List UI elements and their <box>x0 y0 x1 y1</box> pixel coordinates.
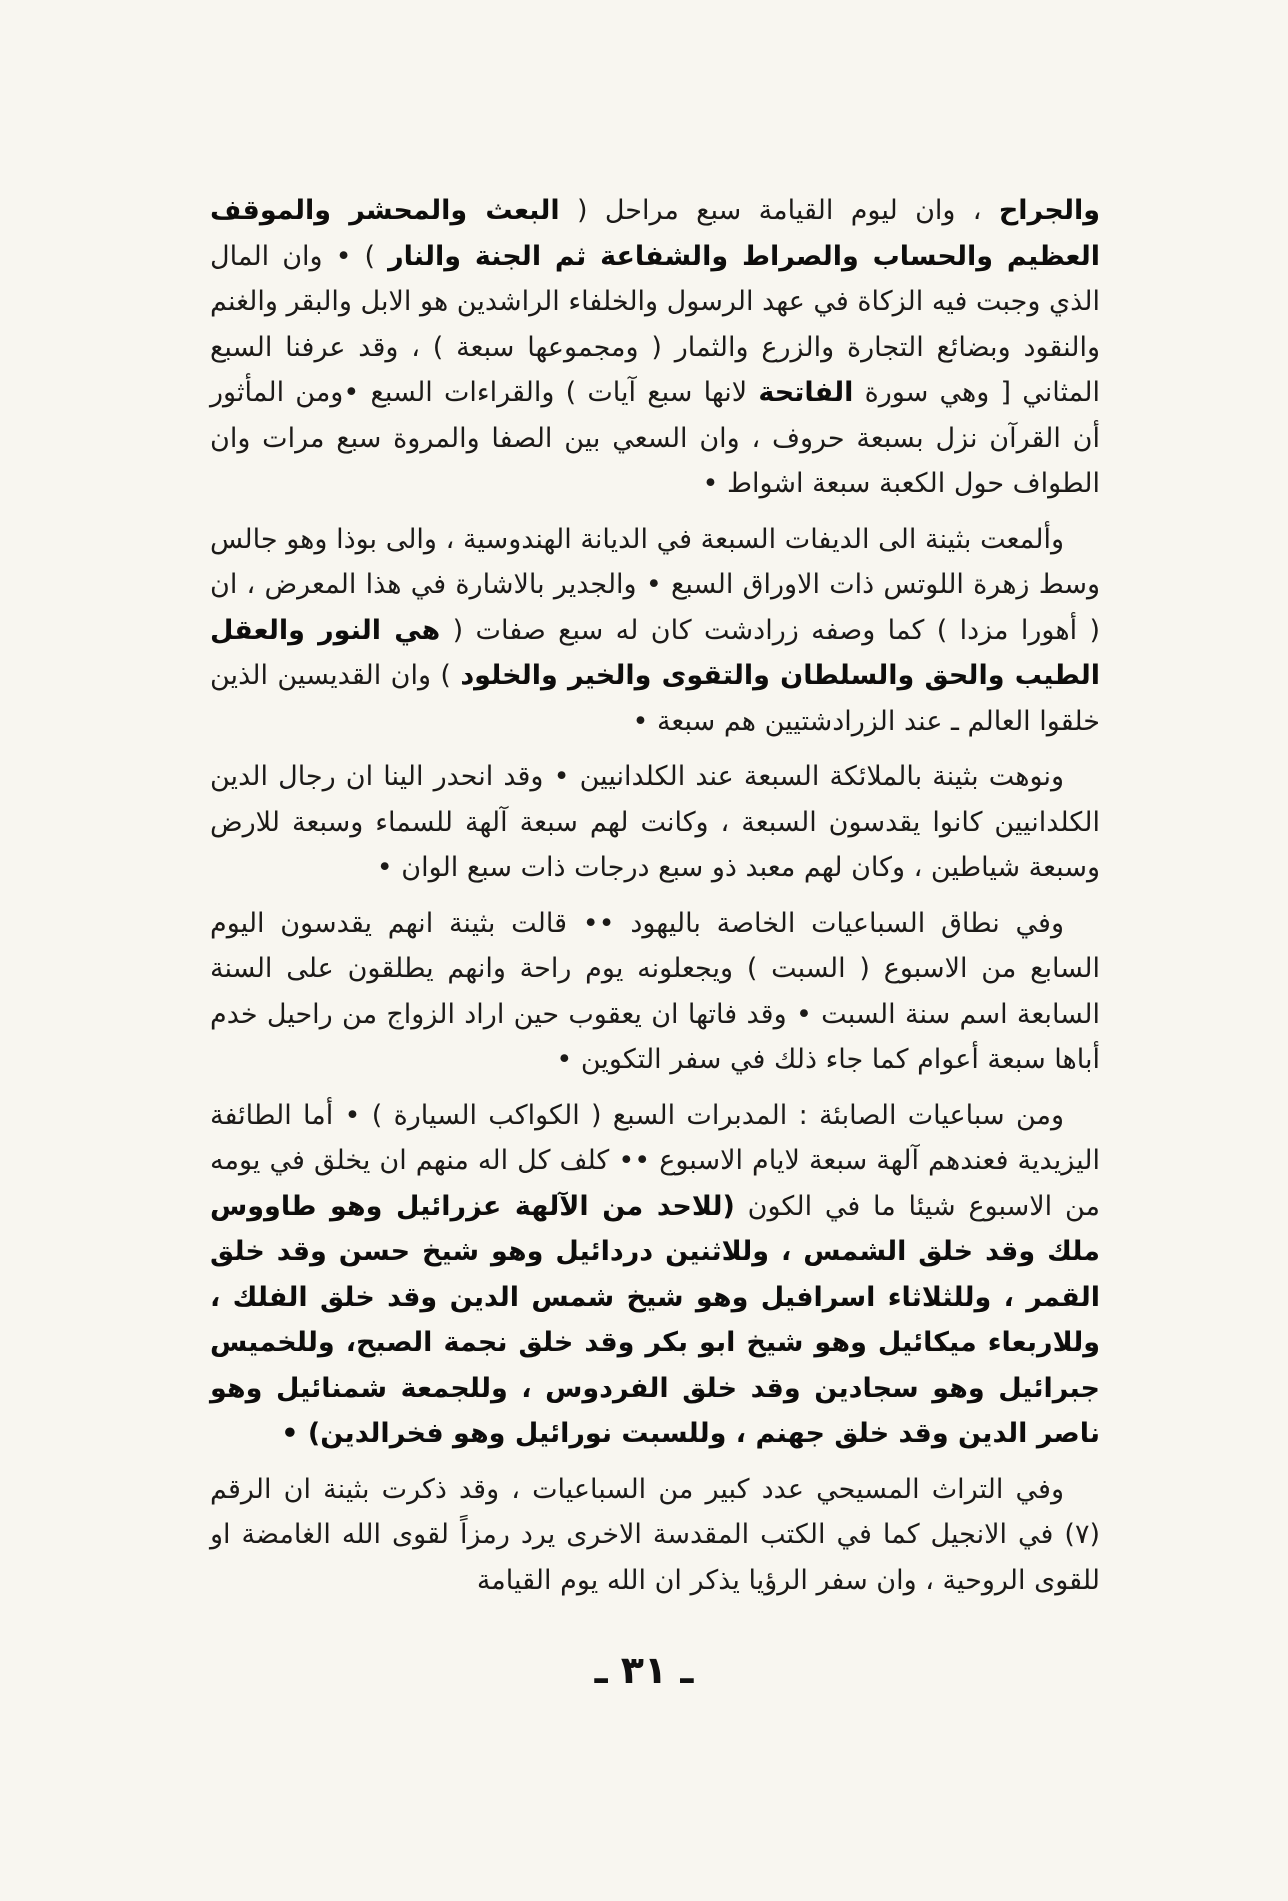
paragraph <box>210 188 1100 507</box>
bold-text-segment: والجراح <box>998 195 1100 226</box>
paragraph <box>210 517 1100 745</box>
text-segment: ونوهت بثينة بالملائكة السبعة عند الكلدانيين • وقد انحدر الينا ان رجال الدين الكلدانيين كانوا يقدسون السبعة ، وكانت لهم سبعة آلهة للسماء وسبعة للارض وسبعة شياطين ، وكان لهم معبد ذو سبع درجات ذات سبع الوان • <box>210 761 1100 883</box>
paragraph <box>210 1467 1100 1604</box>
paragraph <box>210 901 1100 1083</box>
bold-text-segment: الفاتحة <box>758 377 854 408</box>
text-segment: ) • وان المال الذي وجبت فيه الزكاة في عهد الرسول والخلفاء الراشدين هو الابل والبقر والغنم والنقود وبضائع التجارة والزرع والثمار ( ومجموعها سبعة ) ، وقد عرفنا السبع المثاني [ وهي سورة <box>210 240 1100 408</box>
bold-text-segment: (للاحد من الآلهة عزرائيل وهو طاووس ملك وقد خلق الشمس ، وللاثنين دردائيل وهو شيخ حسن وقد خلق القمر ، وللثلاثاء اسرافيل وهو شيخ شمس الدين وقد خلق الفلك ، وللاربعاء ميكائيل وهو شيخ ابو بكر وقد خلق نجمة الصبح، وللخميس جبرائيل وهو سجادين وقد خلق الفردوس ، وللجمعة شمنائيل وهو ناصر الدين وقد خلق جهنم ، وللسبت نورائيل وهو فخرالدين) • <box>210 1190 1100 1449</box>
bold-text-segment: البعث والمحشر والموقف العظيم والحساب والصراط والشفاعة ثم الجنة والنار <box>210 195 1101 272</box>
text-segment: ) وان القديسين الذين خلقوا العالم ـ عند الزرادشتيين هم سبعة • <box>210 660 1100 737</box>
bold-text-segment: هي النور والعقل الطيب والحق والسلطان والتقوى والخير والخلود <box>210 614 1100 691</box>
page-number: ـ ٣١ ـ <box>594 1648 694 1692</box>
paragraph <box>210 1093 1100 1457</box>
text-segment: وفي نطاق السباعيات الخاصة باليهود •• قالت بثينة انهم يقدسون اليوم السابع من الاسبوع ( السبت ) ويجعلونه يوم راحة وانهم يطلقون على السنة السابعة اسم سنة السبت • وقد فاتها ان يعقوب حين اراد الزواج من راحيل خدم أباها سبعة أعوام كما جاء ذلك في سفر التكوين • <box>210 907 1100 1075</box>
text-segment: لانها سبع آيات ) والقراءات السبع •ومن المأثور أن القرآن نزل بسبعة حروف ، وان السعي بين الصفا والمروة سبع مرات وان الطواف حول الكعبة سبعة اشواط • <box>210 377 1100 499</box>
text-segment: وفي التراث المسيحي عدد كبير من السباعيات ، وقد ذكرت بثينة ان الرقم (٧) في الانجيل كما في الكتب المقدسة الاخرى يرد رمزاً لقوى الله الغامضة او للقوى الروحية ، وان سفر الرؤيا يذكر ان الله يوم القيامة <box>210 1473 1100 1596</box>
text-segment: وألمعت بثينة الى الديفات السبعة في الديانة الهندوسية ، والى بوذا وهو جالس وسط زهرة اللوتس ذات الاوراق السبع • والجدير بالاشارة في هذا المعرض ، ان ( أهورا مزدا ) كما وصفه زرادشت كان له سبع صفات ( <box>210 523 1100 646</box>
text-segment: ، وان ليوم القيامة سبع مراحل ( <box>559 195 999 226</box>
text-segment: ومن سباعيات الصابئة : المدبرات السبع ( الكواكب السيارة ) • أما الطائفة اليزيدية فعندهم آلهة سبعة لايام الاسبوع •• كلف كل اله منهم ان يخلق في يومه من الاسبوع شيئا ما في الكون <box>210 1099 1100 1222</box>
paragraph <box>210 754 1100 891</box>
body-text <box>210 188 1100 1613</box>
